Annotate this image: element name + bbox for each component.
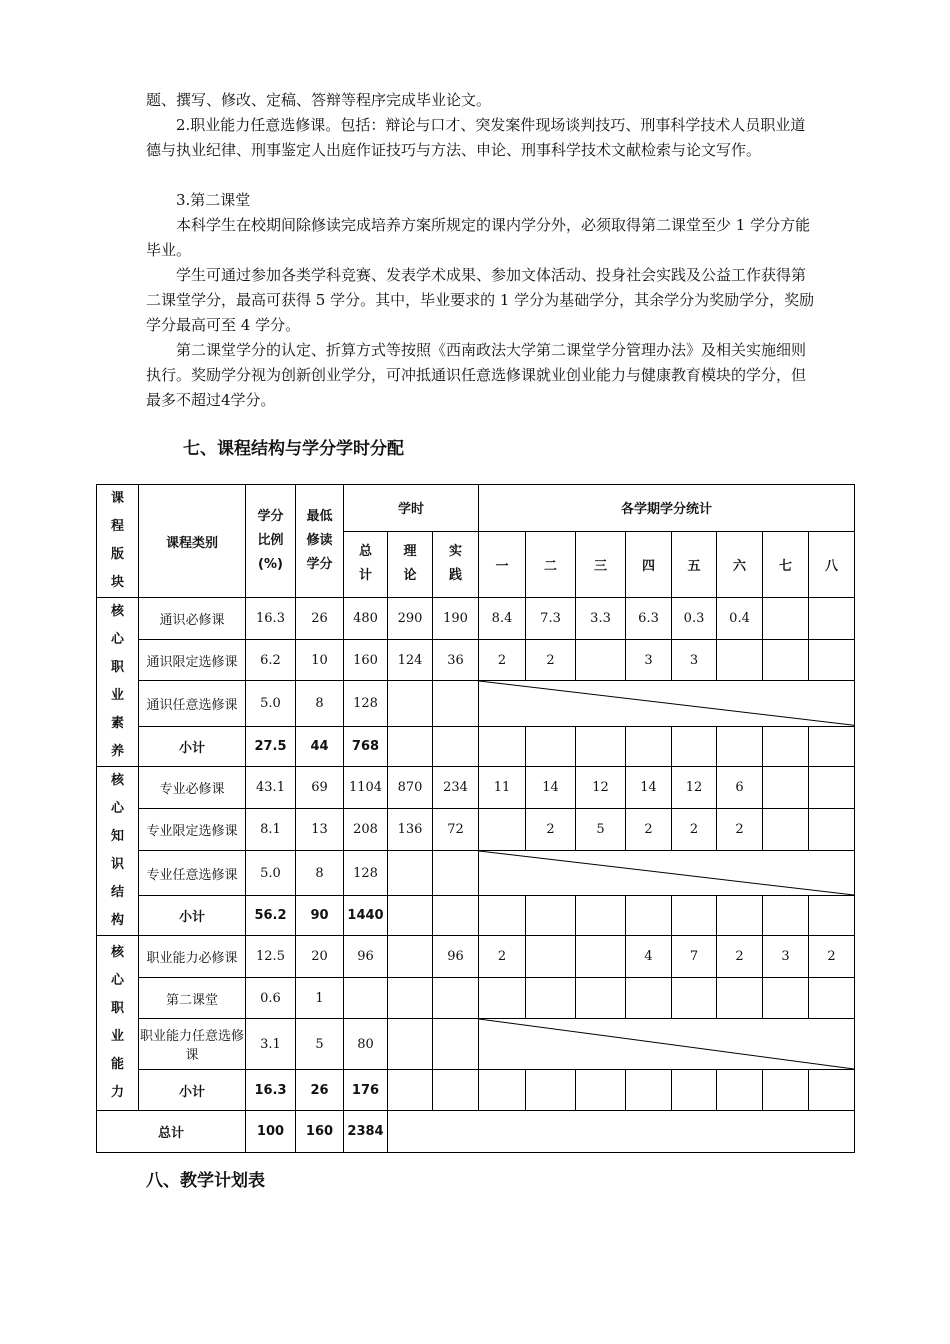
block-label: 核 心 职 业 能 力 xyxy=(97,936,139,1111)
header-semester: 六 xyxy=(717,531,763,597)
block-label: 核 心 知 识 结 构 xyxy=(97,767,139,936)
table-row xyxy=(97,1070,855,1111)
header-category: 课程类别 xyxy=(139,485,246,598)
table-row xyxy=(97,1019,855,1070)
header-hours-total: 总 计 xyxy=(344,531,388,597)
hours-practice: 234 xyxy=(433,767,479,809)
semester-credit: 2 xyxy=(717,936,763,978)
subtotal-label: 小计 xyxy=(139,1070,246,1111)
semester-credit: 5 xyxy=(576,809,626,851)
credit-ratio: 5.0 xyxy=(246,851,296,896)
semester-credit xyxy=(626,896,672,936)
semester-credit xyxy=(763,978,809,1019)
header-ratio: 学分 比例 (%) xyxy=(246,485,296,598)
semester-credit: 14 xyxy=(626,767,672,809)
credit-ratio: 12.5 xyxy=(246,936,296,978)
semester-credit xyxy=(717,1070,763,1111)
semester-credit: 3.3 xyxy=(576,598,626,640)
semester-credit: 2 xyxy=(672,809,717,851)
hours-practice xyxy=(433,978,479,1019)
header-semester-stats: 各学期学分统计 xyxy=(479,485,855,532)
semester-credit xyxy=(809,809,855,851)
semester-credit xyxy=(809,726,855,766)
semester-credit: 8.4 xyxy=(479,598,526,640)
credit-ratio: 8.1 xyxy=(246,809,296,851)
hours-total: 1440 xyxy=(344,896,388,936)
header-semester: 四 xyxy=(626,531,672,597)
semester-credit: 3 xyxy=(763,936,809,978)
hours-total: 768 xyxy=(344,726,388,766)
semester-credit xyxy=(763,1070,809,1111)
hours-theory: 124 xyxy=(388,640,433,681)
semester-credit: 7 xyxy=(672,936,717,978)
paragraph: 学生可通过参加各类学科竞赛、发表学术成果、参加文体活动、投身社会实践及公益工作获得第二课堂学分，最高可获得 5 学分。其中，毕业要求的 1 学分为基础学分，其余学分为奖励学分，奖励学分最高可至 4 学分。 xyxy=(146,266,815,334)
course-category: 通识限定选修课 xyxy=(139,640,246,681)
semester-credit xyxy=(626,1070,672,1111)
semester-credit: 2 xyxy=(479,640,526,681)
header-semester: 一 xyxy=(479,531,526,597)
semester-credit xyxy=(626,978,672,1019)
header-semester: 八 xyxy=(809,531,855,597)
table-row xyxy=(97,978,855,1019)
semester-credit: 11 xyxy=(479,767,526,809)
semester-credit xyxy=(763,809,809,851)
credit-distribution-table xyxy=(96,484,855,1153)
header-hours: 学时 xyxy=(344,485,479,532)
semester-credit xyxy=(717,640,763,681)
semester-credit: 2 xyxy=(626,809,672,851)
table-row xyxy=(97,851,855,896)
hours-practice xyxy=(433,1019,479,1070)
hours-total: 208 xyxy=(344,809,388,851)
semester-credit xyxy=(526,726,576,766)
header-min-credit: 最低 修读 学分 xyxy=(296,485,344,598)
semester-credit: 6 xyxy=(717,767,763,809)
hours-practice: 72 xyxy=(433,809,479,851)
semester-credit xyxy=(763,896,809,936)
paragraph: 题、撰写、修改、定稿、答辩等程序完成毕业论文。 xyxy=(146,91,492,109)
header-semester: 五 xyxy=(672,531,717,597)
table-row xyxy=(97,681,855,726)
diagonal-cell xyxy=(479,681,855,726)
hours-practice xyxy=(433,851,479,896)
semester-credit: 3 xyxy=(672,640,717,681)
semester-credit: 2 xyxy=(526,640,576,681)
semester-credit xyxy=(526,1070,576,1111)
subtotal-label: 小计 xyxy=(139,726,246,766)
semester-credit xyxy=(672,978,717,1019)
semester-credit: 4 xyxy=(626,936,672,978)
credit-ratio: 16.3 xyxy=(246,598,296,640)
min-credit: 69 xyxy=(296,767,344,809)
semester-credit: 2 xyxy=(717,809,763,851)
semester-credit xyxy=(672,896,717,936)
semester-credit xyxy=(526,896,576,936)
hours-theory: 136 xyxy=(388,809,433,851)
semester-credit: 3 xyxy=(626,640,672,681)
semester-credit xyxy=(576,978,626,1019)
semester-credit: 2 xyxy=(526,809,576,851)
subtotal-label: 小计 xyxy=(139,896,246,936)
hours-theory xyxy=(388,936,433,978)
min-credit: 90 xyxy=(296,896,344,936)
credit-ratio: 0.6 xyxy=(246,978,296,1019)
hours-practice: 36 xyxy=(433,640,479,681)
diagonal-line xyxy=(479,1019,854,1069)
hours-theory: 290 xyxy=(388,598,433,640)
min-credit: 44 xyxy=(296,726,344,766)
table-row xyxy=(97,767,855,809)
semester-credit xyxy=(672,1070,717,1111)
credit-ratio: 27.5 xyxy=(246,726,296,766)
hours-theory xyxy=(388,851,433,896)
grand-total-label: 总计 xyxy=(97,1111,246,1153)
semester-credit xyxy=(809,1070,855,1111)
course-category: 通识必修课 xyxy=(139,598,246,640)
section-title-7: 七、课程结构与学分学时分配 xyxy=(183,439,404,459)
grand-total-row xyxy=(97,1111,855,1153)
semester-credit xyxy=(479,726,526,766)
credit-ratio: 43.1 xyxy=(246,767,296,809)
semester-credit xyxy=(479,896,526,936)
semester-credit xyxy=(576,936,626,978)
semester-credit xyxy=(809,640,855,681)
min-credit: 8 xyxy=(296,851,344,896)
min-credit: 26 xyxy=(296,598,344,640)
diagonal-cell xyxy=(479,851,855,896)
course-category: 专业限定选修课 xyxy=(139,809,246,851)
semester-credit xyxy=(809,767,855,809)
hours-total: 96 xyxy=(344,936,388,978)
min-credit: 13 xyxy=(296,809,344,851)
hours-total: 1104 xyxy=(344,767,388,809)
min-credit: 1 xyxy=(296,978,344,1019)
header-row xyxy=(97,485,855,532)
hours-practice xyxy=(433,681,479,726)
section-title-8: 八、教学计划表 xyxy=(146,1171,265,1191)
course-category: 职业能力任意选修课 xyxy=(139,1019,246,1070)
semester-credit xyxy=(479,1070,526,1111)
paragraph: 3.第二课堂 xyxy=(176,191,251,209)
semester-credit: 2 xyxy=(809,936,855,978)
hours-practice: 96 xyxy=(433,936,479,978)
hours-theory xyxy=(388,978,433,1019)
semester-credit xyxy=(526,978,576,1019)
header-semester: 三 xyxy=(576,531,626,597)
hours-total: 80 xyxy=(344,1019,388,1070)
course-category: 专业任意选修课 xyxy=(139,851,246,896)
min-credit: 5 xyxy=(296,1019,344,1070)
hours-practice xyxy=(433,896,479,936)
hours-total: 160 xyxy=(344,640,388,681)
hours-theory xyxy=(388,726,433,766)
hours-total: 480 xyxy=(344,598,388,640)
course-category: 专业必修课 xyxy=(139,767,246,809)
semester-credit: 0.3 xyxy=(672,598,717,640)
credit-ratio: 56.2 xyxy=(246,896,296,936)
diagonal-line xyxy=(479,681,854,725)
semester-credit xyxy=(717,978,763,1019)
hours-theory: 870 xyxy=(388,767,433,809)
header-block: 课 程 版 块 xyxy=(97,485,139,598)
paragraph: 本科学生在校期间除修读完成培养方案所规定的课内学分外，必须取得第二课堂至少 1 学分方能毕业。 xyxy=(146,216,811,259)
semester-credit xyxy=(763,640,809,681)
semester-credit: 0.4 xyxy=(717,598,763,640)
header-hours-practice: 实 践 xyxy=(433,531,479,597)
hours-theory xyxy=(388,1019,433,1070)
min-credit: 8 xyxy=(296,681,344,726)
hours-theory xyxy=(388,1070,433,1111)
semester-credit xyxy=(626,726,672,766)
semester-credit xyxy=(763,598,809,640)
hours-practice xyxy=(433,1070,479,1111)
course-category: 通识任意选修课 xyxy=(139,681,246,726)
min-credit: 20 xyxy=(296,936,344,978)
empty-cell xyxy=(388,1111,855,1153)
table-row xyxy=(97,809,855,851)
credit-ratio: 3.1 xyxy=(246,1019,296,1070)
semester-credit: 14 xyxy=(526,767,576,809)
semester-credit: 12 xyxy=(576,767,626,809)
credit-ratio: 16.3 xyxy=(246,1070,296,1111)
diagonal-cell xyxy=(479,1019,855,1070)
semester-credit xyxy=(672,726,717,766)
hours-theory xyxy=(388,896,433,936)
course-category: 第二课堂 xyxy=(139,978,246,1019)
block-label: 核 心 职 业 素 养 xyxy=(97,598,139,767)
semester-credit xyxy=(576,896,626,936)
hours-total: 2384 xyxy=(344,1111,388,1153)
credit-ratio: 5.0 xyxy=(246,681,296,726)
semester-credit xyxy=(576,1070,626,1111)
hours-total xyxy=(344,978,388,1019)
semester-credit xyxy=(763,767,809,809)
semester-credit xyxy=(479,978,526,1019)
paragraph: 第二课堂学分的认定、折算方式等按照《西南政法大学第二课堂学分管理办法》及相关实施细则执行。奖励学分视为创新创业学分，可冲抵通识任意选修课就业创业能力与健康教育模块的学分，但最多不超过4学分。 xyxy=(146,341,807,409)
header-semester: 七 xyxy=(763,531,809,597)
table-row xyxy=(97,598,855,640)
semester-credit xyxy=(809,598,855,640)
header-hours-theory: 理 论 xyxy=(388,531,433,597)
hours-practice xyxy=(433,726,479,766)
semester-credit xyxy=(809,896,855,936)
hours-practice: 190 xyxy=(433,598,479,640)
semester-credit xyxy=(763,726,809,766)
hours-total: 128 xyxy=(344,851,388,896)
table-row xyxy=(97,936,855,978)
course-category: 职业能力必修课 xyxy=(139,936,246,978)
semester-credit: 7.3 xyxy=(526,598,576,640)
semester-credit: 6.3 xyxy=(626,598,672,640)
table-row xyxy=(97,896,855,936)
semester-credit xyxy=(576,640,626,681)
hours-total: 128 xyxy=(344,681,388,726)
semester-credit xyxy=(809,978,855,1019)
hours-total: 176 xyxy=(344,1070,388,1111)
semester-credit: 12 xyxy=(672,767,717,809)
credit-ratio: 6.2 xyxy=(246,640,296,681)
semester-credit xyxy=(526,936,576,978)
table-row xyxy=(97,726,855,766)
table-row xyxy=(97,640,855,681)
semester-credit xyxy=(576,726,626,766)
min-credit: 10 xyxy=(296,640,344,681)
hours-theory xyxy=(388,681,433,726)
paragraph: 2.职业能力任意选修课。包括：辩论与口才、突发案件现场谈判技巧、刑事科学技术人员职业道德与执业纪律、刑事鉴定人出庭作证技巧与方法、申论、刑事科学技术文献检索与论文写作。 xyxy=(146,116,806,159)
diagonal-line xyxy=(479,851,854,895)
semester-credit xyxy=(717,896,763,936)
semester-credit xyxy=(717,726,763,766)
header-semester: 二 xyxy=(526,531,576,597)
semester-credit: 2 xyxy=(479,936,526,978)
min-credit: 26 xyxy=(296,1070,344,1111)
credit-ratio: 100 xyxy=(246,1111,296,1153)
min-credit: 160 xyxy=(296,1111,344,1153)
semester-credit xyxy=(479,809,526,851)
